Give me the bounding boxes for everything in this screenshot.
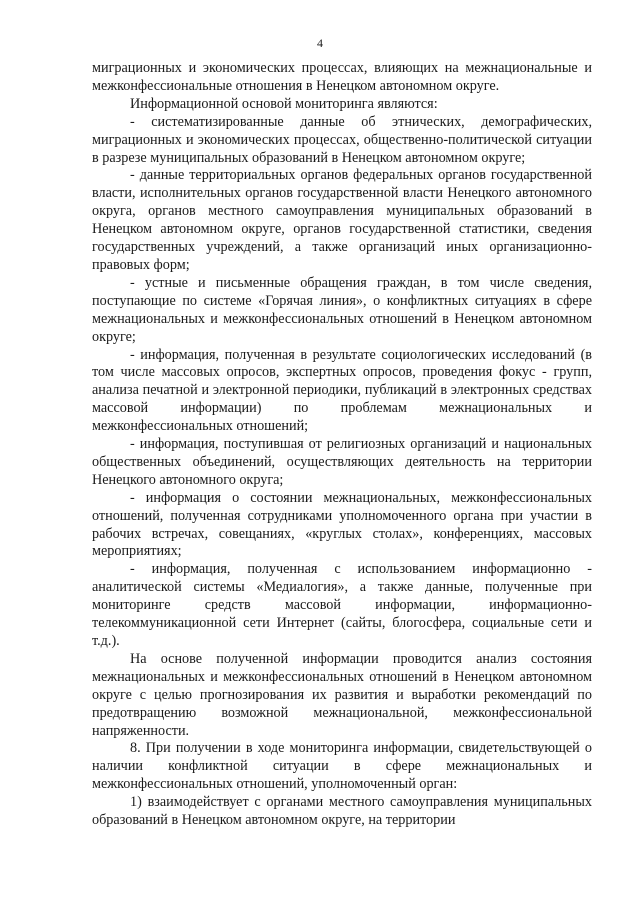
- list-item: - информация, полученная в результате социологических исследований (в том числе массовых опросов, экспертных опросов, проведения фокус - групп, анализа печатной и электронной периодики, публикаций в электронных средствах массовой информации) по проблемам межнациональных и межконфессиональных отношений;: [92, 346, 592, 435]
- page-number: 4: [317, 36, 323, 50]
- list-item: - данные территориальных органов федеральных органов государственной власти, исполнительных органов государственной власти Ненецкого автономного округа, органов местного самоуправления муниципальных образований в Ненецком автономном округе, органов государственной статистики, сведения государственных учреждений, а также организаций иных организационно-правовых форм;: [92, 167, 592, 273]
- list-item: - систематизированные данные об этнических, демографических, миграционных и экономических процессах, общественно-политической ситуации в разрезе муниципальных образований в Ненецком автономном округе;: [92, 113, 592, 166]
- paragraph: миграционных и экономических процессах, влияющих на межнациональные и межконфессиональные отношения в Ненецком автономном округе.: [92, 60, 592, 94]
- list-item: - информация о состоянии межнациональных, межконфессиональных отношений, полученная сотрудниками уполномоченного органа при участии в рабочих встречах, совещаниях, «круглых столах», конференциях, массовых мероприятиях;: [92, 489, 592, 560]
- section-8-paragraph: 8. При получении в ходе мониторинга информации, свидетельствующей о наличии конфликтной ситуации в сфере межнациональных и межконфессиональных отношений, уполномоченный орган:: [92, 740, 592, 793]
- paragraph: Информационной основой мониторинга являются:: [130, 95, 438, 112]
- list-item: - информация, полученная с использованием информационно - аналитической системы «Медиалогия», а также данные, полученные при мониторинге средств массовой информации, информационно-телекоммуникационной сети Интернет (сайты, блогосфера, социальные сети и т.д.).: [92, 561, 592, 649]
- list-item: - устные и письменные обращения граждан, в том числе сведения, поступающие по системе «Горячая линия», о конфликтных ситуациях в сфере межнациональных и межконфессиональных отношений в Ненецком автономном округе;: [92, 274, 592, 345]
- paragraph: На основе полученной информации проводится анализ состояния межнациональных и межконфессиональных отношений в Ненецком автономном округе с целью прогнозирования их развития и выработки рекомендаций по предотвращению возможной межнациональной, межконфессиональной напряженности.: [92, 650, 592, 739]
- list-item: - информация, поступившая от религиозных организаций и национальных общественных объединений, осуществляющих деятельность на территории Ненецкого автономного округа;: [92, 436, 592, 488]
- document-body: [92, 60, 592, 830]
- subsection-1-paragraph: 1) взаимодействует с органами местного самоуправления муниципальных образований в Ненецком автономном округе, на территории: [92, 794, 592, 829]
